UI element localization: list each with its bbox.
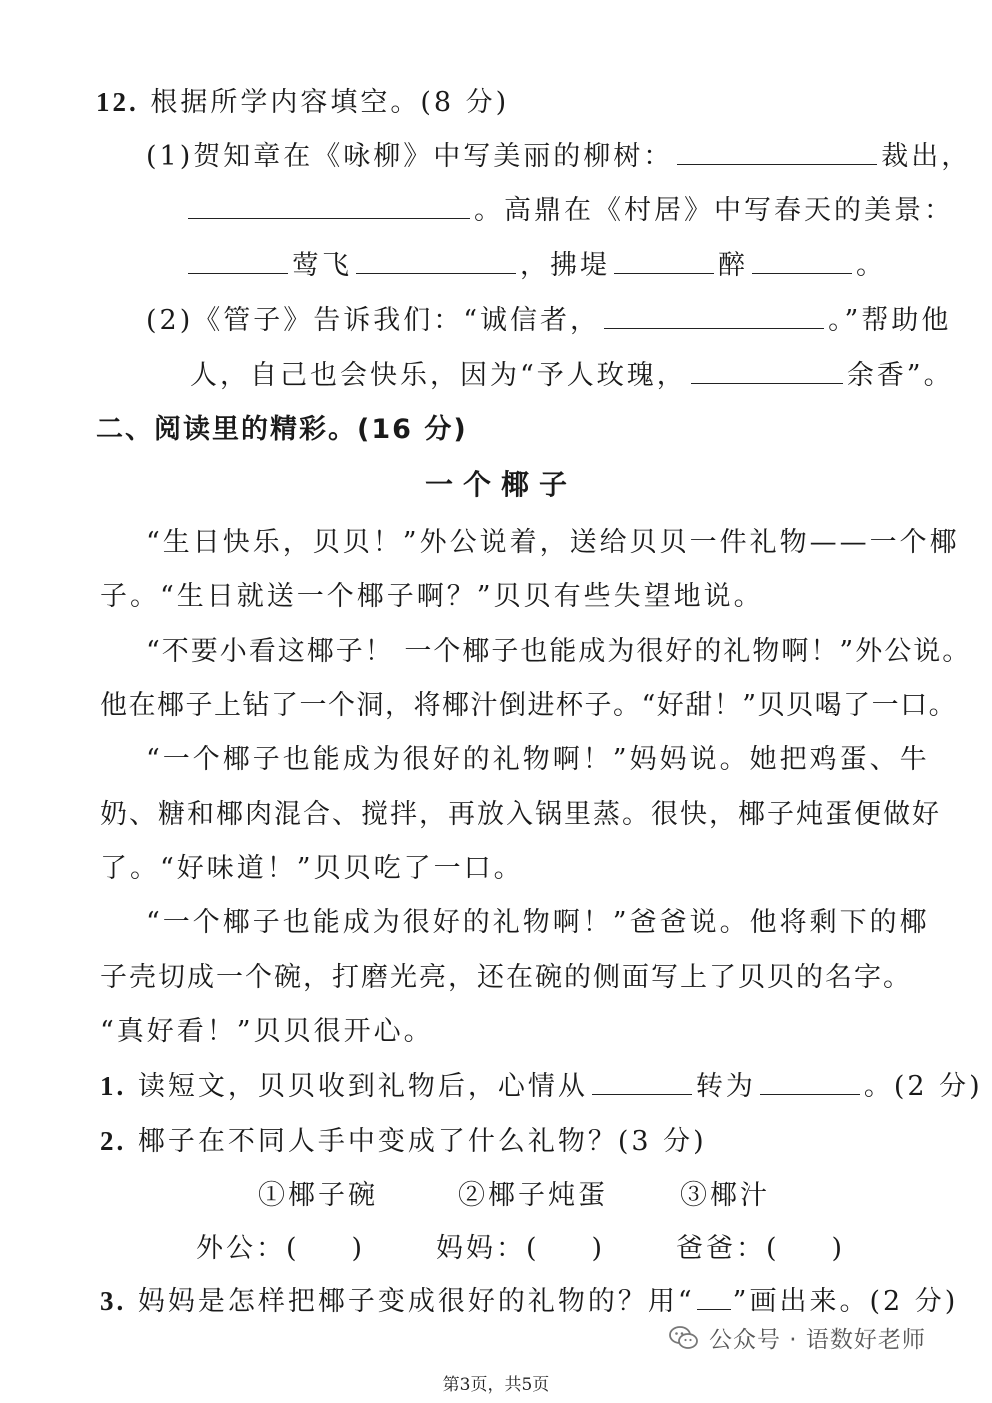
q12-p1-text-b: 裁出， — [881, 141, 972, 172]
q2-mom-label: 妈妈：( — [436, 1233, 540, 1264]
story-line-3: “不要小看这椰子！ 一个椰子也能成为很好的礼物啊！”外公说。 — [146, 636, 972, 667]
blank-willow-1[interactable] — [677, 163, 877, 165]
story-line-4: 他在椰子上钻了一个洞，将椰汁倒进杯子。“好甜！”贝贝喝了一口。 — [100, 690, 958, 721]
q1-number: 1. — [100, 1071, 127, 1101]
q2-dad-close: ) — [831, 1233, 846, 1264]
blank-village-3[interactable] — [614, 272, 714, 274]
wechat-icon — [669, 1325, 699, 1351]
story-line-7: 了。“好味道！”贝贝吃了一口。 — [100, 853, 524, 884]
question-2 — [100, 1125, 707, 1158]
blank-village-1[interactable] — [188, 272, 288, 274]
story-line-5: “一个椰子也能成为很好的礼物啊！”妈妈说。她把鸡蛋、牛 — [146, 744, 930, 775]
blank-village-2[interactable] — [356, 272, 516, 274]
q2-answer-grandpa — [196, 1233, 365, 1265]
section-2-title: 二、阅读里的精彩。(16 分) — [96, 414, 468, 445]
q2-dad-label: 爸爸：( — [676, 1233, 780, 1264]
q2-grandpa-close: ) — [351, 1233, 366, 1264]
q2-answer-mom — [436, 1233, 605, 1265]
q12-p2-text-d: 余香”。 — [846, 360, 954, 391]
q12-p2-text-b: 。”帮助他 — [828, 305, 952, 336]
q12-p1-text-c: 。高鼎在《村居》中写春天的美景： — [474, 195, 954, 226]
question-1 — [100, 1070, 983, 1103]
underline-sample — [697, 1308, 731, 1310]
q12-p2-text-c: 人，自己也会快乐，因为“予人玫瑰， — [190, 360, 687, 391]
q2-text: 椰子在不同人手中变成了什么礼物？(3 分) — [137, 1126, 707, 1157]
q12-p2-line2 — [190, 360, 954, 392]
q2-answer-dad — [676, 1233, 845, 1265]
q12-p1-line2 — [188, 195, 954, 227]
story-line-9: 子壳切成一个碗，打磨光亮，还在碗的侧面写上了贝贝的名字。 — [100, 962, 912, 993]
q12-p1-text-d1: 莺飞 — [292, 250, 352, 281]
q12-p1-text-d3: 醉 — [718, 250, 748, 281]
q12-p1-line1 — [146, 141, 971, 173]
watermark-text: 公众号 · 语数好老师 — [709, 1327, 926, 1353]
q1-text-c: 。(2 分) — [863, 1071, 983, 1102]
blank-willow-2[interactable] — [188, 217, 470, 219]
blank-village-4[interactable] — [752, 272, 852, 274]
story-line-6: 奶、糖和椰肉混合、搅拌，再放入锅里蒸。很快，椰子炖蛋便做好 — [100, 799, 941, 830]
q12-p1-text-d4: 。 — [856, 250, 886, 281]
blank-guanzi[interactable] — [604, 327, 824, 329]
q2-option-3: ③椰汁 — [680, 1180, 770, 1211]
q12-p1-text-d2: ，拂堤 — [520, 250, 610, 281]
blank-roses[interactable] — [691, 382, 843, 384]
q2-number: 2. — [100, 1126, 127, 1156]
q12-p1-text-a: (1)贺知章在《咏柳》中写美丽的柳树： — [146, 141, 674, 172]
question-3 — [100, 1285, 958, 1318]
q2-option-1: ①椰子碗 — [258, 1180, 378, 1211]
watermark — [669, 1321, 926, 1354]
q3-number: 3. — [100, 1286, 127, 1316]
q2-mom-close: ) — [591, 1233, 606, 1264]
story-line-10: “真好看！”贝贝很开心。 — [100, 1016, 434, 1047]
page-footer: 第3页，共5页 — [442, 1375, 550, 1395]
q1-text-b: 转为 — [695, 1071, 756, 1102]
q12-p2-line1 — [146, 305, 951, 337]
blank-mood-from[interactable] — [592, 1093, 692, 1095]
story-line-8: “一个椰子也能成为很好的礼物啊！”爸爸说。他将剩下的椰 — [146, 907, 930, 938]
q3-text-a: 妈妈是怎样把椰子变成很好的礼物的？用“ — [137, 1286, 695, 1317]
story-title: 一个椰子 — [425, 468, 578, 501]
q12-title: 根据所学内容填空。(8 分) — [150, 87, 510, 118]
q3-text-b: ”画出来。(2 分) — [732, 1286, 959, 1317]
q2-grandpa-label: 外公：( — [196, 1233, 300, 1264]
q12-number: 12. — [96, 87, 139, 117]
blank-mood-to[interactable] — [760, 1093, 860, 1095]
story-line-1: “生日快乐，贝贝！”外公说着，送给贝贝一件礼物——一个椰 — [146, 527, 960, 558]
q12-heading — [96, 86, 509, 119]
q12-p1-line3 — [188, 250, 886, 282]
q12-p2-text-a: (2)《管子》告诉我们：“诚信者， — [146, 305, 601, 336]
story-line-2: 子。“生日就送一个椰子啊？”贝贝有些失望地说。 — [100, 581, 764, 612]
q1-text-a: 读短文，贝贝收到礼物后，心情从 — [137, 1071, 588, 1102]
q2-option-2: ②椰子炖蛋 — [458, 1180, 608, 1211]
